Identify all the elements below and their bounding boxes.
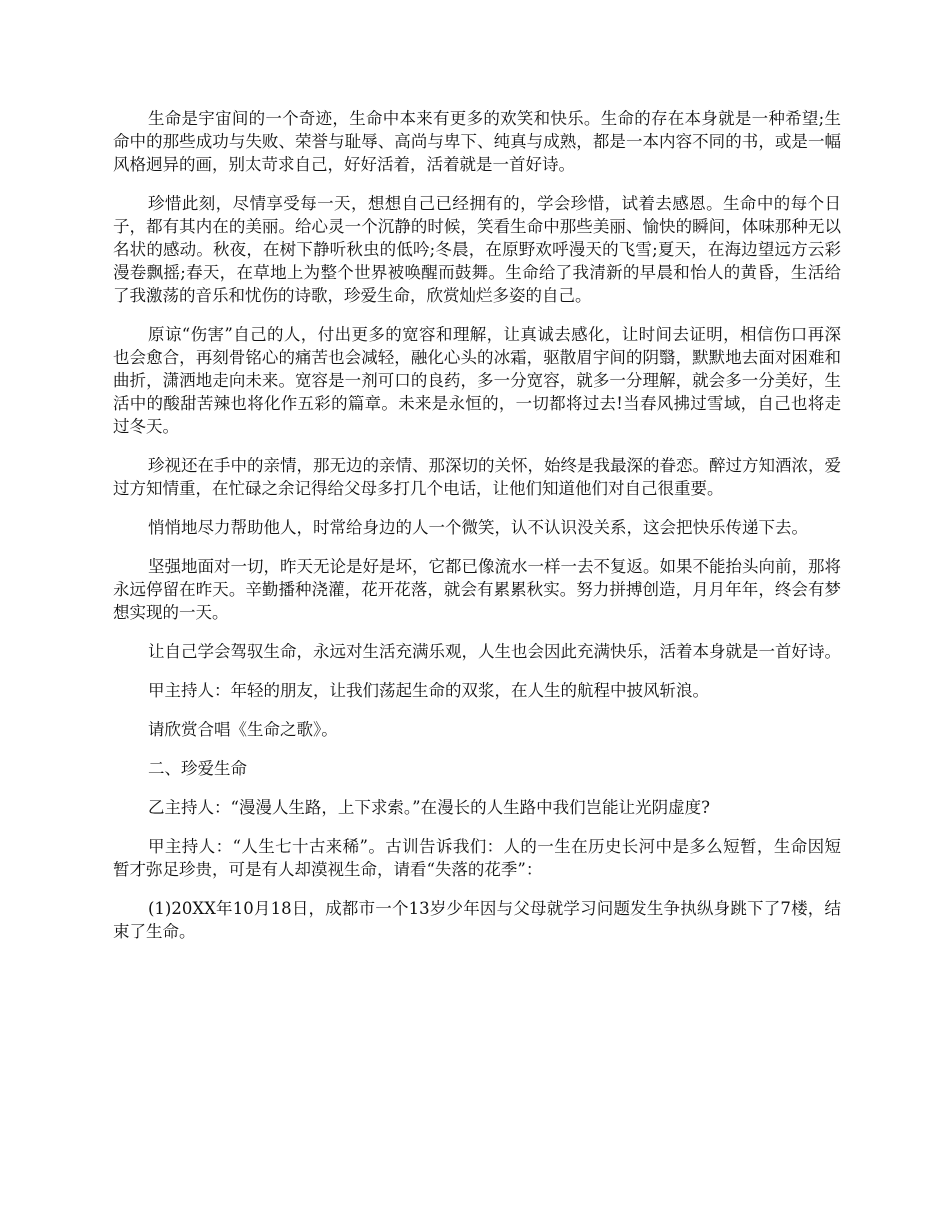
paragraph-master-life: 让自己学会驾驭生命，永远对生活充满乐观，人生也会因此充满快乐，活着本身就是一首好诗。 <box>148 642 841 661</box>
paragraph-case-1: (1)20XX年10月18日，成都市一个13岁少年因与父母就学习问题发生争执纵身跳下了7楼，结束了生命。 <box>113 899 841 941</box>
paragraph-host-a-2: 甲主持人：“人生七十古来稀”。古训告诉我们：人的一生在历史长河中是多么短暂，生命因短暂才弥足珍贵，可是有人却漠视生命，请看“失落的花季”： <box>113 837 841 879</box>
paragraph-forgive: 原谅“伤害”自己的人，付出更多的宽容和理解，让真诚去感化，让时间去证明，相信伤口再深也会愈合，再刻骨铭心的痛苦也会减轻，融化心头的冰霜，驱散眉宇间的阴翳，默默地去面对困难和曲折，潇洒地走向未来。宽容是一剂可口的良药，多一分宽容，就多一分理解，就会多一分美好，生活中的酸甜苦辣也将化作五彩的篇章。未来是永恒的，一切都将过去!当春风拂过雪域，自己也将走过冬天。 <box>113 325 841 436</box>
paragraph-host-b: 乙主持人：“漫漫人生路，上下求索。”在漫长的人生路中我们岂能让光阴虚度? <box>148 798 710 817</box>
paragraph-life-miracle: 生命是宇宙间的一个奇迹，生命中本来有更多的欢笑和快乐。生命的存在本身就是一种希望;生命中的那些成功与失败、荣誉与耻辱、高尚与卑下、纯真与成熟，都是一本内容不同的书，或是一幅风格迥异的画，别太苛求自己，好好活着，活着就是一首好诗。 <box>113 109 841 174</box>
paragraph-be-strong: 坚强地面对一切，昨天无论是好是坏，它都已像流水一样一去不复返。如果不能抬头向前，那将永远停留在昨天。辛勤播种浇灌，花开花落，就会有累累秋实。努力拼搏创造，月月年年，终会有梦想实现的一天。 <box>113 557 841 622</box>
paragraph-host-a-1: 甲主持人：年轻的朋友，让我们荡起生命的双浆，在人生的航程中披风斩浪。 <box>148 681 709 700</box>
document-page <box>113 107 841 959</box>
section-heading: 二、珍爱生命 <box>148 759 247 778</box>
paragraph-song: 请欣赏合唱《生命之歌》。 <box>148 720 338 739</box>
paragraph-cherish-moment: 珍惜此刻，尽情享受每一天，想想自己已经拥有的，学会珍惜，试着去感恩。生命中的每个日子，都有其内在的美丽。给心灵一个沉静的时候，笑看生命中那些美丽、愉快的瞬间，体味那种无以名状的感动。秋夜，在树下静听秋虫的低吟;冬晨，在原野欢呼漫天的飞雪;夏天，在海边望远方云彩漫卷飘摇;春天，在草地上为整个世界被唤醒而鼓舞。生命给了我清新的早晨和怡人的黄昏，生活给了我激荡的音乐和忧伤的诗歌，珍爱生命，欣赏灿烂多姿的自己。 <box>113 194 841 305</box>
paragraph-help-others: 悄悄地尽力帮助他人，时常给身边的人一个微笑，认不认识没关系，这会把快乐传递下去。 <box>148 518 808 537</box>
paragraph-family: 珍视还在手中的亲情，那无边的亲情、那深切的关怀，始终是我最深的眷恋。醉过方知酒浓，爱过方知情重，在忙碌之余记得给父母多打几个电话，让他们知道他们对自己很重要。 <box>113 456 841 498</box>
